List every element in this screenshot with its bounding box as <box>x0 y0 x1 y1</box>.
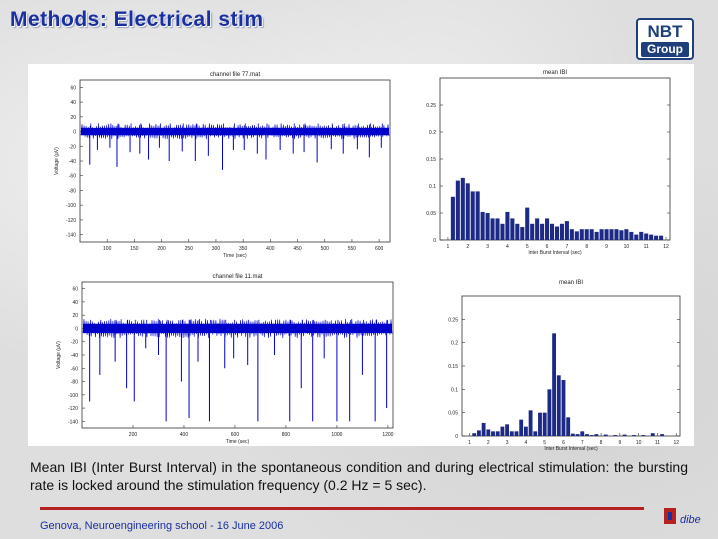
x-tick-label: 10 <box>623 244 630 250</box>
y-tick-label: -140 <box>67 419 78 426</box>
histogram-bar <box>486 429 490 436</box>
histogram-bar <box>491 431 495 436</box>
chart-title: channel file 11.mat <box>212 274 263 280</box>
x-tick-label: 6 <box>545 244 549 250</box>
dibe-shield-inner-icon <box>668 512 672 520</box>
x-tick-label: 550 <box>347 246 357 252</box>
slide-footer: Genova, Neuroengineering school - 16 June 2006 <box>40 520 284 532</box>
histogram-bar <box>525 208 529 240</box>
histogram-bar <box>535 218 539 240</box>
x-tick-label: 4 <box>506 244 509 250</box>
y-tick-label: -80 <box>68 188 76 195</box>
histogram-bar <box>515 431 519 436</box>
histogram-bar <box>605 229 609 240</box>
histogram-bar <box>472 433 476 436</box>
x-tick-label: 1000 <box>331 432 343 438</box>
x-tick-label: 12 <box>663 244 669 250</box>
y-tick-label: -80 <box>70 379 78 386</box>
histogram-bar <box>580 431 584 436</box>
x-tick-label: 4 <box>524 440 528 446</box>
y-tick-label: 0 <box>73 129 76 136</box>
histogram-bar <box>641 435 645 436</box>
x-tick-label: 400 <box>266 246 275 252</box>
histogram-bar <box>519 420 523 436</box>
x-tick-label: 250 <box>184 246 193 252</box>
histogram-bar <box>456 181 460 240</box>
histogram-bar <box>515 224 519 240</box>
x-tick-label: 8 <box>599 440 603 446</box>
histogram-bar <box>545 218 549 240</box>
y-tick-label: 0.1 <box>429 184 436 190</box>
histogram-bar <box>500 427 504 436</box>
x-tick-label: 1 <box>446 244 450 250</box>
histogram-bar <box>477 430 481 436</box>
histogram-bar <box>560 224 564 240</box>
y-tick-label: 0.25 <box>426 103 436 109</box>
x-tick-label: 3 <box>486 244 489 250</box>
y-tick-label: 0.2 <box>429 130 436 136</box>
histogram-bar <box>451 197 455 240</box>
histogram-bar <box>594 434 598 436</box>
histogram-bar <box>590 229 594 240</box>
histogram-bar <box>609 229 613 240</box>
histogram-bar <box>529 410 533 436</box>
figure-canvas <box>28 64 694 452</box>
x-tick-label: 5 <box>525 244 529 250</box>
y-tick-label: -100 <box>65 203 76 210</box>
y-tick-label: 0 <box>75 326 78 333</box>
y-tick-label: -60 <box>70 366 78 373</box>
histogram-bar <box>619 230 623 240</box>
histogram-bar <box>496 431 500 436</box>
x-tick-label: 2 <box>486 440 490 446</box>
y-tick-label: 0.25 <box>448 317 458 324</box>
y-tick-label: 20 <box>72 313 78 320</box>
x-tick-label: 350 <box>238 246 248 252</box>
histogram-bar <box>585 434 589 436</box>
figure-area <box>28 64 694 452</box>
y-tick-label: -40 <box>70 353 78 359</box>
y-tick-label: 0.05 <box>448 410 458 417</box>
histogram-bar <box>530 224 534 240</box>
y-tick-label: 0 <box>433 238 436 244</box>
x-tick-label: 12 <box>673 440 680 446</box>
y-tick-label: 60 <box>70 85 76 92</box>
histogram-bar <box>644 234 648 240</box>
y-tick-label: -40 <box>68 159 76 165</box>
histogram-bar <box>595 232 599 240</box>
y-tick-label: 60 <box>72 286 78 293</box>
histogram-bar <box>481 212 485 240</box>
x-tick-label: 800 <box>281 432 291 438</box>
group-logo-text: Group <box>641 42 689 57</box>
nbt-logo-text: NBT <box>647 22 683 41</box>
y-tick-label: -60 <box>68 173 76 180</box>
x-tick-label: 600 <box>230 432 240 438</box>
histogram-bar <box>486 213 490 240</box>
x-tick-label: 1200 <box>382 432 394 438</box>
x-tick-label: 100 <box>103 246 112 252</box>
histogram-bar <box>540 224 544 240</box>
x-tick-label: 9 <box>618 440 622 446</box>
histogram-bar <box>624 229 628 240</box>
histogram-bar <box>634 235 638 240</box>
dibe-logo <box>660 506 708 536</box>
x-tick-label: 7 <box>565 244 569 250</box>
histogram-bar <box>632 435 636 436</box>
x-axis-label: Time (sec) <box>223 253 247 259</box>
nbt-group-logo <box>636 18 694 60</box>
x-tick-label: 200 <box>157 246 166 252</box>
x-tick-label: 8 <box>585 244 589 250</box>
chart-title: mean IBI <box>558 280 584 286</box>
histogram-bar <box>471 191 475 240</box>
x-tick-label: 2 <box>466 244 470 250</box>
y-tick-label: 0.1 <box>451 387 458 394</box>
histogram-bar <box>575 231 579 240</box>
histogram-bar <box>571 434 575 436</box>
histogram-bar <box>654 236 658 240</box>
y-tick-label: 40 <box>70 100 76 107</box>
y-tick-label: 20 <box>70 114 76 121</box>
x-tick-label: 150 <box>130 246 139 252</box>
histogram-bar <box>500 224 504 240</box>
y-tick-label: -20 <box>70 339 78 346</box>
chart-title: channel file 77.mat <box>209 72 261 78</box>
histogram-bar <box>651 433 655 436</box>
y-axis-label: Voltage (µV) <box>56 341 62 369</box>
x-axis-label: Inter Burst Interval (sec) <box>528 250 582 256</box>
y-tick-label: 0.15 <box>448 364 458 370</box>
x-tick-label: 11 <box>654 440 661 446</box>
histogram-bar <box>461 178 465 240</box>
histogram-bar <box>565 221 569 240</box>
signal-trace-band <box>81 128 389 135</box>
histogram-bar <box>505 424 509 436</box>
histogram-bar <box>482 423 486 436</box>
histogram-bar <box>510 218 514 240</box>
y-tick-label: -100 <box>67 392 78 399</box>
x-tick-label: 200 <box>128 432 138 438</box>
x-tick-label: 11 <box>643 244 649 250</box>
x-tick-label: 450 <box>293 246 302 252</box>
histogram-bar <box>580 229 584 240</box>
histogram-bar <box>547 389 551 436</box>
dibe-logo-text: dibe <box>680 514 701 526</box>
histogram-bar <box>466 183 470 240</box>
histogram-bar <box>505 212 509 240</box>
x-tick-label: 7 <box>580 440 584 446</box>
histogram-bar <box>552 333 556 436</box>
histogram-bar <box>510 431 514 436</box>
y-tick-label: -120 <box>67 406 78 413</box>
histogram-bar <box>491 218 495 240</box>
histogram-bar <box>570 229 574 240</box>
x-tick-label: 3 <box>505 440 509 446</box>
y-tick-label: -120 <box>65 217 76 224</box>
histogram-bar <box>660 434 664 436</box>
y-tick-label: -140 <box>65 232 76 239</box>
histogram-bar <box>613 435 617 436</box>
histogram-bar <box>576 434 580 436</box>
histogram-bar <box>623 435 627 436</box>
histogram-bar <box>590 435 594 436</box>
histogram-bar <box>550 224 554 240</box>
x-tick-label: 1 <box>468 440 471 446</box>
x-tick-label: 600 <box>374 246 384 252</box>
y-tick-label: 0.2 <box>451 340 458 347</box>
histogram-bar <box>520 227 524 240</box>
panel-bg-signal-stimulation <box>28 268 428 446</box>
panel-bg-signal-spontaneous <box>28 64 428 264</box>
histogram-bar <box>562 380 566 436</box>
x-tick-label: 10 <box>635 440 642 446</box>
histogram-bar <box>555 227 559 241</box>
histogram-bar <box>524 427 528 436</box>
y-axis-label: Voltage (µV) <box>54 147 60 175</box>
histogram-bar <box>543 413 547 436</box>
histogram-bar <box>639 232 643 240</box>
y-tick-label: -20 <box>68 144 76 151</box>
x-tick-label: 500 <box>320 246 329 252</box>
x-tick-label: 400 <box>179 432 189 438</box>
histogram-bar <box>538 413 542 436</box>
slide-title: Methods: Electrical stim <box>10 8 264 31</box>
histogram-bar <box>533 431 537 436</box>
histogram-bar <box>600 229 604 240</box>
footer-rule <box>40 507 644 510</box>
histogram-bar <box>557 375 561 436</box>
histogram-bar <box>649 235 653 240</box>
histogram-bar <box>604 435 608 436</box>
y-tick-label: 0 <box>455 434 458 440</box>
histogram-bar <box>566 417 570 436</box>
histogram-bar <box>659 236 663 240</box>
x-tick-label: 6 <box>562 440 565 446</box>
histogram-bar <box>614 229 618 240</box>
x-axis-label: Inter Burst Interval (sec) <box>544 446 598 452</box>
y-tick-label: 0.15 <box>426 157 436 163</box>
histogram-bar <box>629 232 633 240</box>
x-axis-label: Time (sec) <box>225 439 250 445</box>
x-tick-label: 9 <box>605 244 608 250</box>
chart-title: mean IBI <box>542 70 568 76</box>
y-tick-label: 40 <box>72 299 78 306</box>
histogram-bar <box>495 218 499 240</box>
histogram-bar <box>476 191 480 240</box>
histogram-bar <box>585 229 589 240</box>
signal-trace-band <box>83 324 392 333</box>
y-tick-label: 0.05 <box>426 211 436 217</box>
slide-caption: Mean IBI (Inter Burst Interval) in the spontaneous condition and during electrical stimulation: the bursting rate is locked around the stimulation frequency (0.2 Hz = 5 sec). <box>30 459 688 493</box>
x-tick-label: 5 <box>543 440 547 446</box>
x-tick-label: 300 <box>211 246 221 252</box>
